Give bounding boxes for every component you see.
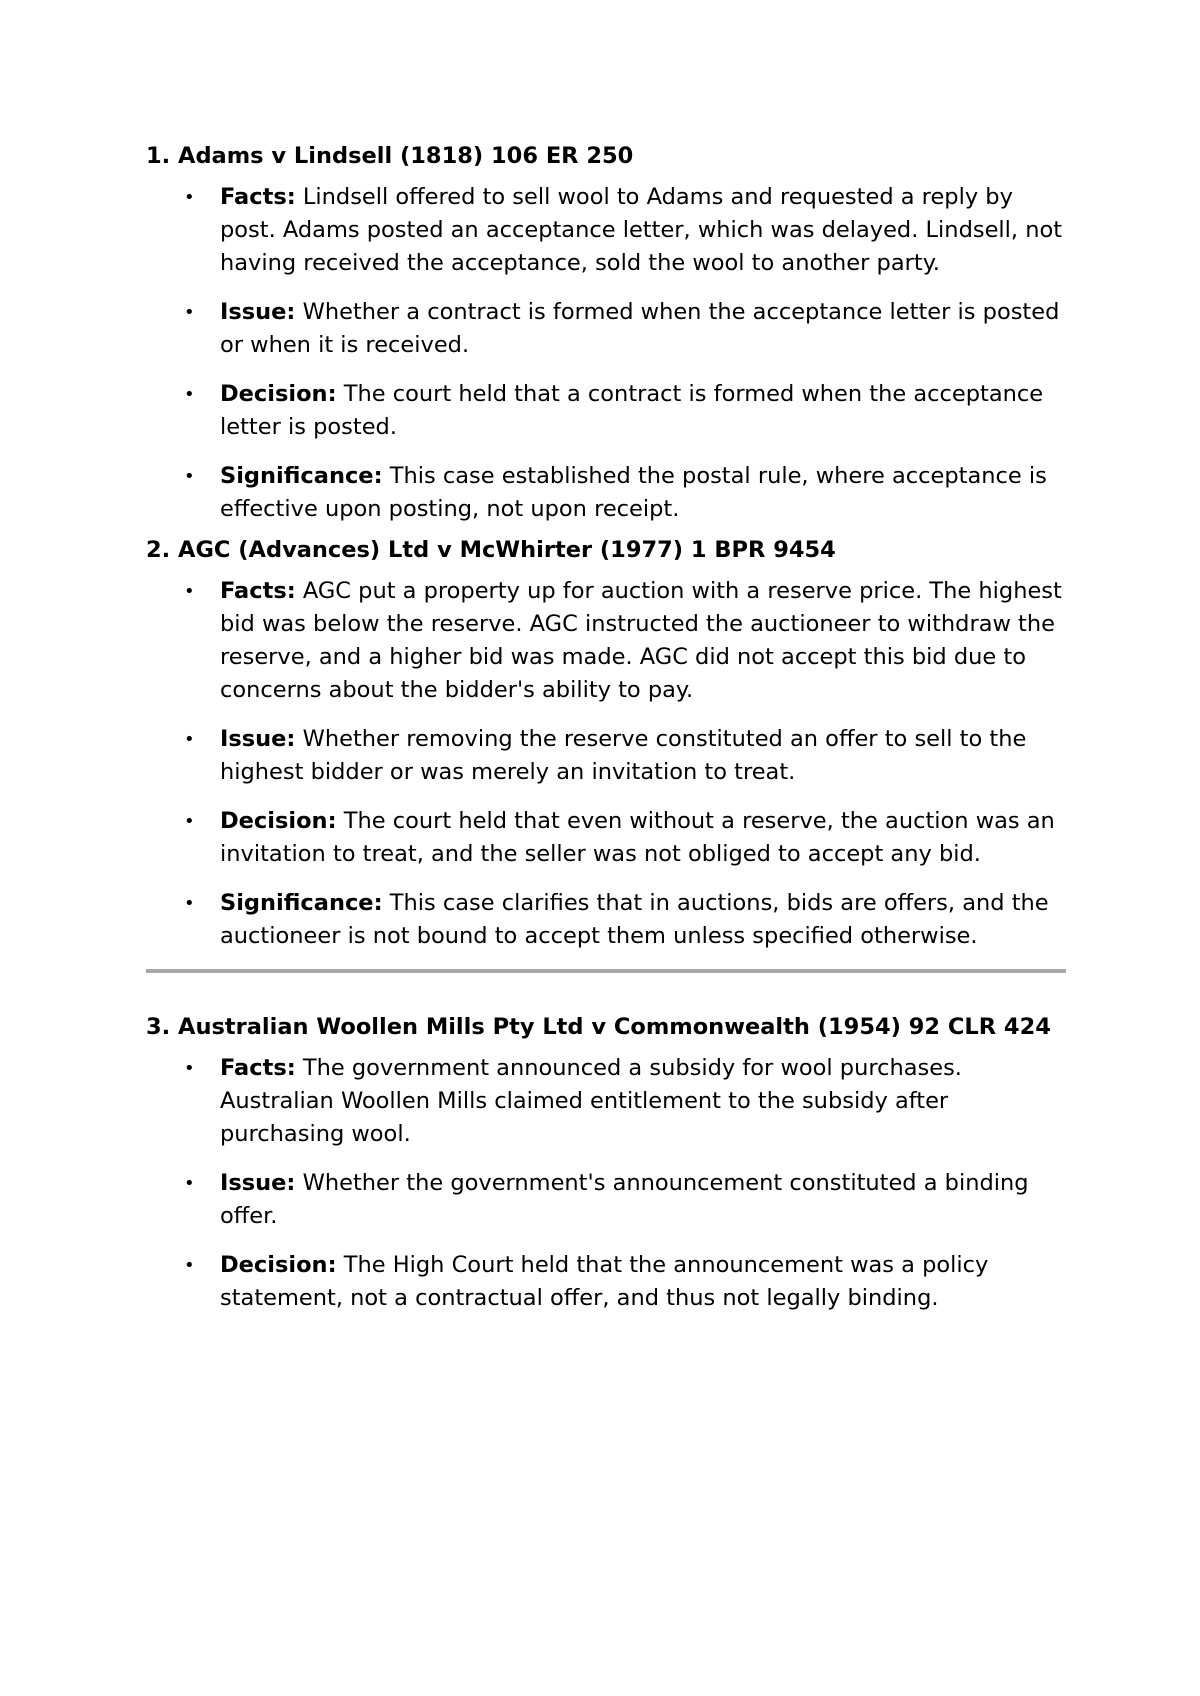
bullet-icon: • xyxy=(184,384,195,405)
detail-label: Decision: xyxy=(220,1252,337,1278)
detail-label: Issue: xyxy=(220,299,296,325)
case-detail-item xyxy=(146,378,1066,444)
detail-text: This case established the postal rule, where acceptance is effective upon posting, not upon receipt. xyxy=(220,463,1047,522)
detail-text: Whether the government's announcement constituted a binding offer. xyxy=(220,1170,1029,1229)
case-detail-item xyxy=(146,723,1066,789)
detail-text: Whether a contract is formed when the acceptance letter is posted or when it is received. xyxy=(220,299,1060,358)
case-detail-item xyxy=(146,460,1066,526)
case-heading: 2. AGC (Advances) Ltd v McWhirter (1977) 1 BPR 9454 xyxy=(146,537,836,563)
bullet-icon: • xyxy=(184,187,195,208)
case-detail-item xyxy=(146,805,1066,871)
detail-label: Decision: xyxy=(220,381,337,407)
bullet-icon: • xyxy=(184,302,195,323)
detail-label: Facts: xyxy=(220,1055,296,1081)
case-heading: 3. Australian Woollen Mills Pty Ltd v Commonwealth (1954) 92 CLR 424 xyxy=(146,1014,1051,1040)
bullet-icon: • xyxy=(184,729,195,750)
detail-label: Facts: xyxy=(220,184,296,210)
document-page xyxy=(146,140,1066,1323)
detail-text: The court held that a contract is formed when the acceptance letter is posted. xyxy=(220,381,1044,440)
detail-text: AGC put a property up for auction with a reserve price. The highest bid was below the reserve. AGC instructed the auctioneer to withdraw the reserve, and a higher bid was made. AGC did not accept this bid due to concerns about the bidder's ability to pay. xyxy=(220,578,1062,703)
bullet-icon: • xyxy=(184,811,195,832)
case-detail-item xyxy=(146,296,1066,362)
detail-label: Significance: xyxy=(220,890,383,916)
case-detail-item xyxy=(146,575,1066,707)
case-detail-item xyxy=(146,181,1066,280)
case-detail-item xyxy=(146,887,1066,953)
bullet-icon: • xyxy=(184,581,195,602)
detail-text: Whether removing the reserve constituted an offer to sell to the highest bidder or was merely an invitation to treat. xyxy=(220,726,1027,785)
case-detail-item xyxy=(146,1052,1066,1151)
detail-label: Decision: xyxy=(220,808,337,834)
case-details-list xyxy=(146,1052,1066,1315)
case-section xyxy=(146,140,1066,526)
detail-label: Issue: xyxy=(220,726,296,752)
detail-label: Issue: xyxy=(220,1170,296,1196)
detail-text: This case clarifies that in auctions, bids are offers, and the auctioneer is not bound to accept them unless specified otherwise. xyxy=(220,890,1049,949)
detail-text: The court held that even without a reserve, the auction was an invitation to treat, and the seller was not obliged to accept any bid. xyxy=(220,808,1055,867)
bullet-icon: • xyxy=(184,1058,195,1079)
detail-label: Significance: xyxy=(220,463,383,489)
detail-text: The High Court held that the announcement was a policy statement, not a contractual offer, and thus not legally binding. xyxy=(220,1252,989,1311)
horizontal-divider xyxy=(146,969,1066,973)
detail-text: Lindsell offered to sell wool to Adams and requested a reply by post. Adams posted an acceptance letter, which was delayed. Lindsell, not having received the acceptance, sold the wool to another party. xyxy=(220,184,1063,276)
case-detail-item xyxy=(146,1249,1066,1315)
case-section xyxy=(146,534,1066,953)
detail-text: The government announced a subsidy for wool purchases. Australian Woollen Mills claimed entitlement to the subsidy after purchasing wool. xyxy=(220,1055,962,1147)
bullet-icon: • xyxy=(184,1255,195,1276)
bullet-icon: • xyxy=(184,466,195,487)
bullet-icon: • xyxy=(184,1173,195,1194)
case-details-list xyxy=(146,181,1066,526)
case-detail-item xyxy=(146,1167,1066,1233)
case-heading: 1. Adams v Lindsell (1818) 106 ER 250 xyxy=(146,143,634,169)
detail-label: Facts: xyxy=(220,578,296,604)
case-details-list xyxy=(146,575,1066,953)
case-section xyxy=(146,1011,1066,1315)
bullet-icon: • xyxy=(184,893,195,914)
